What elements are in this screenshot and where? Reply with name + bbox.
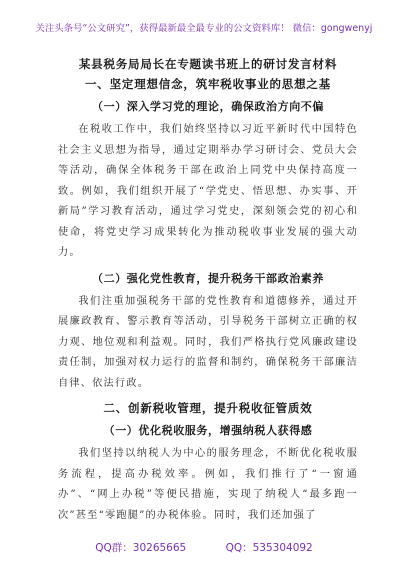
top-banner: 关注头条号“公文研究”，获得最新最全最专业的公文资料库！ 微信：gongwenyj	[35, 23, 373, 34]
section-1-sub-2-paragraph: 我们注重加强税务干部的党性教育和道德修养，通过开展廉政教育、警示教育等活动，引导税务干部树立正确的权力观、地位观和利益观。同时，我们严格执行党风廉政建设责任制，加强对权力运行的监督和制约，确保税务干部廉洁自律、依法行政。	[58, 295, 358, 389]
section-2-heading: 二、创新税收管理，提升税收征管质效	[103, 401, 313, 415]
footer-contact	[0, 540, 408, 555]
section-1-sub-2-heading: （二）强化党性教育，提升税务干部政治素养	[92, 271, 324, 285]
section-2-sub-1-heading: （一）优化税收服务，增强纳税人获得感	[103, 424, 313, 437]
section-1-heading: 一、坚定理想信念，筑牢税收事业的思想之基	[85, 77, 331, 91]
document-body	[58, 56, 358, 526]
section-1-sub-1-heading: （一）深入学习党的理论，确保政治方向不偏	[92, 100, 324, 113]
footer-qq-group: QQ群：30265665	[95, 542, 187, 554]
document-title: 某县税务局局长在专题读书班上的研讨发言材料	[78, 57, 338, 71]
footer-qq: QQ：535304092	[225, 542, 313, 554]
section-2-sub-1-paragraph: 我们坚持以纳税人为中心的服务理念，不断优化税收服务流程，提高办税效率。例如，我们推行了“一窗通办”、“网上办税”等便民措施，实现了纳税人“最多跑一次”甚至“零跑腿”的办税体验。同时，我们还加强了	[58, 448, 358, 521]
section-1-sub-1-paragraph: 在税收工作中，我们始终坚持以习近平新时代中国特色社会主义思想为指导，通过定期举办学习研讨会、党员大会等活动，确保全体税务干部在政治上同党中央保持高度一致。例如，我们组织开展了“学党史、悟思想、办实事、开新局”学习教育活动，通过学习党史，深刻领会党的初心和使命，将党史学习成果转化为推动税收事业发展的强大动力。	[58, 124, 358, 258]
